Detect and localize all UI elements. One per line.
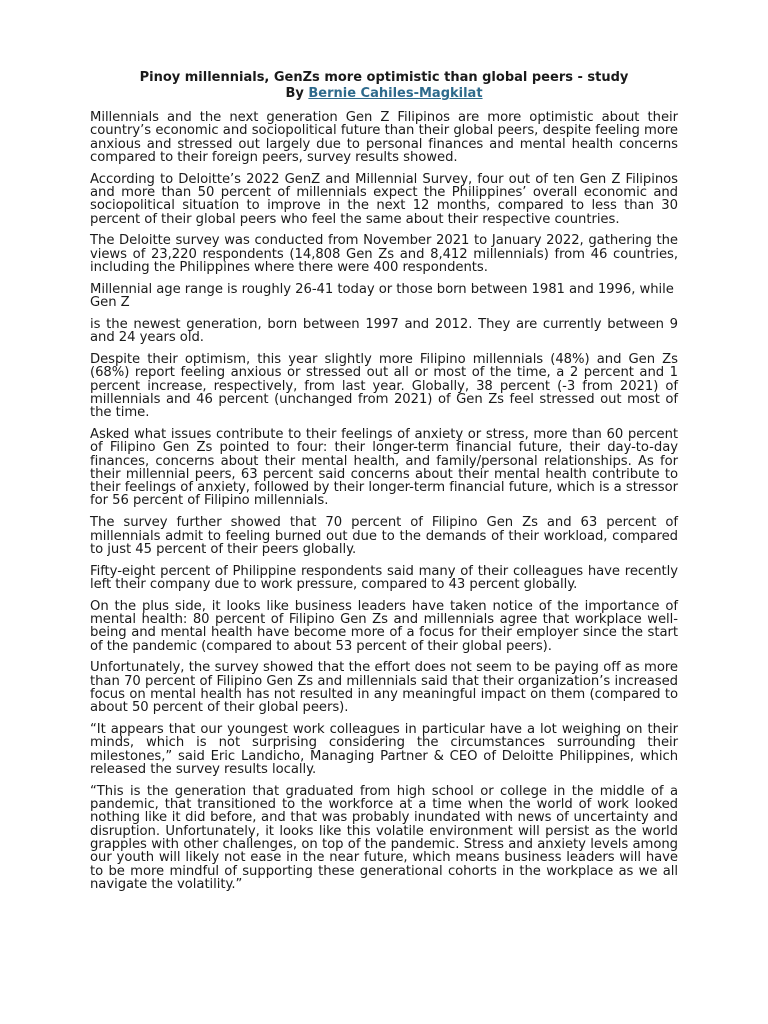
byline — [90, 86, 678, 102]
paragraph: Millennial age range is roughly 26-41 today or those born between 1981 and 1996, while Gen Z — [90, 281, 674, 311]
paragraph: Asked what issues contribute to their feelings of anxiety or stress, more than 60 percent of Filipino Gen Zs pointed to four: their longer-term financial future, their day-to-day finances, concerns about their mental health, and family/personal relationships. As for their millennial peers, 63 percent said concerns about their mental health contribute to their feelings of anxiety, followed by their longer-term financial future, which is a stressor for 56 percent of Filipino millennials. — [90, 426, 678, 509]
paragraph: The Deloitte survey was conducted from November 2021 to January 2022, gathering the views of 23,220 respondents (14,808 Gen Zs and 8,412 millennials) from 46 countries, including the Philippines where there were 400 respondents. — [90, 233, 678, 275]
paragraph: Fifty-eight percent of Philippine respondents said many of their colleagues have recently left their company due to work pressure, compared to 43 percent globally. — [90, 563, 678, 592]
paragraph: The survey further showed that 70 percent of Filipino Gen Zs and 63 percent of millennials admit to feeling burned out due to the demands of their workload, compared to just 45 percent of their peers globally. — [90, 515, 678, 557]
paragraph: “It appears that our youngest work colleagues in particular have a lot weighing on their minds, which is not surprising considering the circumstances surrounding their milestones,” said Eric Landicho, Managing Partner & CEO of Deloitte Philippines, which released the survey results locally. — [90, 722, 678, 777]
article-header — [90, 70, 678, 102]
paragraph: is the newest generation, born between 1997 and 2012. They are currently between 9 and 24 years old. — [90, 316, 678, 346]
byline-prefix: By — [285, 86, 304, 101]
paragraph: Unfortunately, the survey showed that the effort does not seem to be paying off as more than 70 percent of Filipino Gen Zs and millennials said that their organization’s increased focus on mental health has not resulted in any meaningful impact on them (compared to about 50 percent of their global peers). — [90, 660, 678, 716]
paragraph: According to Deloitte’s 2022 GenZ and Millennial Survey, four out of ten Gen Z Filipinos and more than 50 percent of millennials expect the Philippines’ overall economic and sociopolitical situation to improve in the next 12 months, compared to less than 30 percent of their global peers who feel the same about their respective countries. — [90, 171, 678, 227]
article-body — [90, 111, 678, 900]
paragraph: Despite their optimism, this year slightly more Filipino millennials (48%) and Gen Zs (68%) report feeling anxious or stressed out all or most of the time, a 2 percent and 1 percent increase, respectively, from last year. Globally, 38 percent (-3 from 2021) of millennials and 46 percent (unchanged from 2021) of Gen Zs feel stressed out most of the time. — [90, 351, 678, 421]
paragraph: “This is the generation that graduated from high school or college in the middle of a pandemic, that transitioned to the workforce at a time when the world of work looked nothing like it did before, and that was probably inundated with news of uncertainty and disruption. Unfortunately, it looks like this volatile environment will persist as the world grapples with other challenges, on top of the pandemic. Stress and anxiety levels among our youth will likely not ease in the near future, which means business leaders will have to be more mindful of supporting these generational cohorts in the workplace as we all navigate the volatility.” — [90, 783, 678, 892]
paragraph: Millennials and the next generation Gen Z Filipinos are more optimistic about their country’s economic and sociopolitical future than their global peers, despite feeling more anxious and stressed out largely due to personal finances and mental health concerns compared to their foreign peers, survey results showed. — [90, 110, 678, 165]
paragraph: On the plus side, it looks like business leaders have taken notice of the importance of mental health: 80 percent of Filipino Gen Zs and millennials agree that workplace well-being and mental health have become more of a focus for their employer since the start of the pandemic (compared to about 53 percent of their global peers). — [90, 598, 678, 654]
article-title: Pinoy millennials, GenZs more optimistic than global peers - study — [139, 70, 629, 85]
author-link[interactable]: Bernie Cahiles-Magkilat — [308, 86, 483, 101]
